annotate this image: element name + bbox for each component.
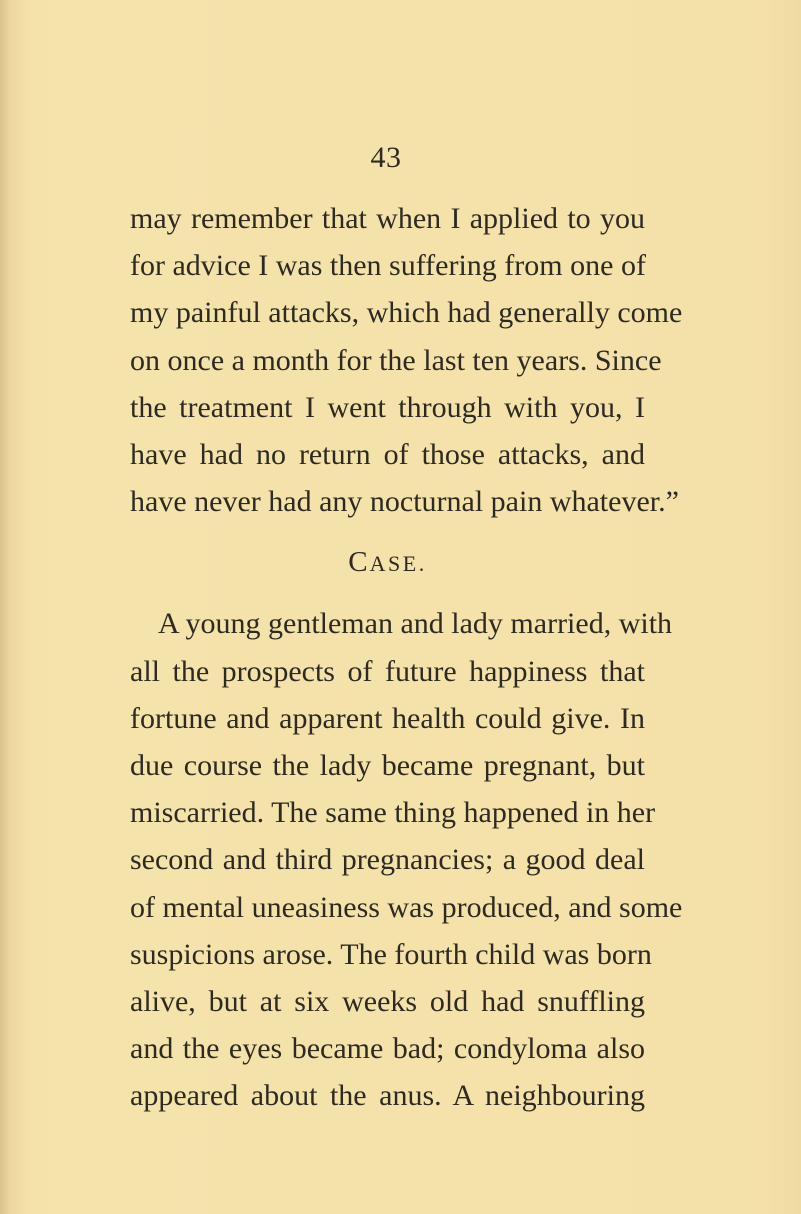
page-number: 43	[370, 141, 402, 174]
text-line: on once a month for the last ten years. Since	[130, 343, 662, 377]
text-line: may remember that when I applied to you	[130, 202, 645, 235]
heading-rest: ASE.	[369, 551, 427, 577]
heading-initial: C	[348, 546, 370, 579]
section-heading	[130, 539, 645, 587]
text-line: the treatment I went through with you, I	[130, 390, 645, 424]
text-line: and the eyes became bad; condyloma also	[130, 1032, 645, 1066]
text-line: my painful attacks, which had generally come	[130, 296, 683, 330]
text-line: second and third pregnancies; a good deal	[130, 843, 645, 877]
text-line: miscarried. The same thing happened in her	[130, 796, 656, 830]
text-line: have never had any nocturnal pain whatever.”	[130, 485, 679, 519]
text-line: alive, but at six weeks old had snuffling	[130, 985, 645, 1019]
text-line: suspicions arose. The fourth child was born	[130, 937, 652, 971]
text-line: have had no return of those attacks, and	[130, 438, 645, 472]
text-line: for advice I was then suffering from one of	[130, 249, 646, 283]
text-line: appeared about the anus. A neighbouring	[130, 1079, 645, 1113]
text-line: fortune and apparent health could give. In	[130, 701, 645, 735]
text-line: all the prospects of future happiness that	[130, 654, 645, 688]
body-text	[130, 195, 683, 1120]
paragraph-continued	[130, 195, 683, 525]
text-line: A young gentleman and lady married, with	[158, 607, 673, 641]
text-line: due course the lady became pregnant, but	[130, 749, 645, 783]
text-line: of mental uneasiness was produced, and some	[130, 890, 683, 924]
paragraph-case	[130, 600, 683, 1119]
